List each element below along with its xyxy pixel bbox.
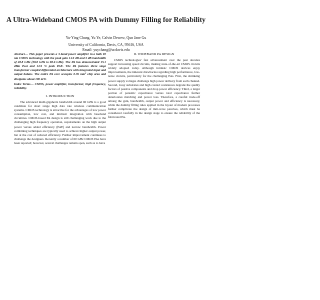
- index-terms: [14, 82, 106, 90]
- right-column: [108, 52, 200, 121]
- email-line: Email: yuychang@ucdavis.edu: [82, 48, 130, 52]
- index-terms-text: — CMOS, power amplifier, transformer, high frequency, reliability.: [14, 81, 106, 90]
- abstract: [14, 52, 106, 81]
- introduction-paragraph: The advanced multi-gigahertz bandwidth around 60 GHz is a good candidate for short range high data rate wireless communication systems. CMOS technology is attractive for the advantages of low power consumption, low cost, and intrinsic integration with baseband circuitries. CMOS-based PA design is still challenging work due to the challenging high frequency operation, requirements on the high output power versus added efficiency (PAE) and narrow bandwidth. Power combining techniques are typically used to achieve higher output power, but at the cost of reduced efficiency. Further improvement continues to challenge the designers. Recently a number of 60 GHz CMOS PAs have been reported; however, several challenges remain open, such as to have: [14, 99, 106, 145]
- design-paragraph: CMOS technologies' fast advancement over the past decades support increasing speed circuits, making state-of-the-art CMOS circuits widely adopted today. Although intrinsic CMOS devices enjoy improvements, the inherent drawbacks regarding high performance, low-noise circuits, particularly for the challenging PAs. First, the shrinking power supply voltages challenge high power delivery from each channel. Second, lossy substrates and high contact resistances degrade the quality factors of passive components and drop power efficiency. Third, a larger portion of parasitic capacitance versus total capacitance further deteriorates matching and power loss. Therefore, a careful trade-off among the gain, bandwidth, output power and efficiency is necessary, while the dummy filling rules applied in the layout of modern processes further complicate the design of mm-wave passives, which must be considered carefully in the design stage to ensure the reliability of the fabricated PA.: [108, 58, 200, 120]
- index-terms-label: Index Terms: [14, 81, 31, 86]
- abstract-label: Abstract: [14, 52, 25, 56]
- paper-authors: Yu-Ying Chang, Yu Ye, Calvin Dewew, Qun Jane Gu: [65, 36, 147, 40]
- section-heading-introduction: I. INTRODUCTION: [45, 93, 75, 98]
- paper-title: A Ultra-Wideband CMOS PA with Dummy Filling for Reliability: [6, 16, 206, 24]
- section-heading-wideband-pa-design: II. WIDEBAND PA DESIGN: [133, 52, 175, 56]
- affiliation-line: University of California, Davis, CA, 95616, USA: [68, 43, 144, 47]
- abstract-text: — This paper presents a 3-band power amplifier in a bulk 65 nm CMOS technology with the peak gain 14.9 dB and 3 dB bandwidth of 28.8 GHz (38.8 GHz to 98.6 GHz). The PA has demonstrated 15.1 dBm Psat and 12.9 % peak PAE. The PA features three stage transformer coupled differential architecture with integrated input and output baluns. The entire PA core occupies 0.39 mm² chip area and dissipates about 190 mW.: [14, 52, 106, 81]
- left-column: [14, 52, 106, 146]
